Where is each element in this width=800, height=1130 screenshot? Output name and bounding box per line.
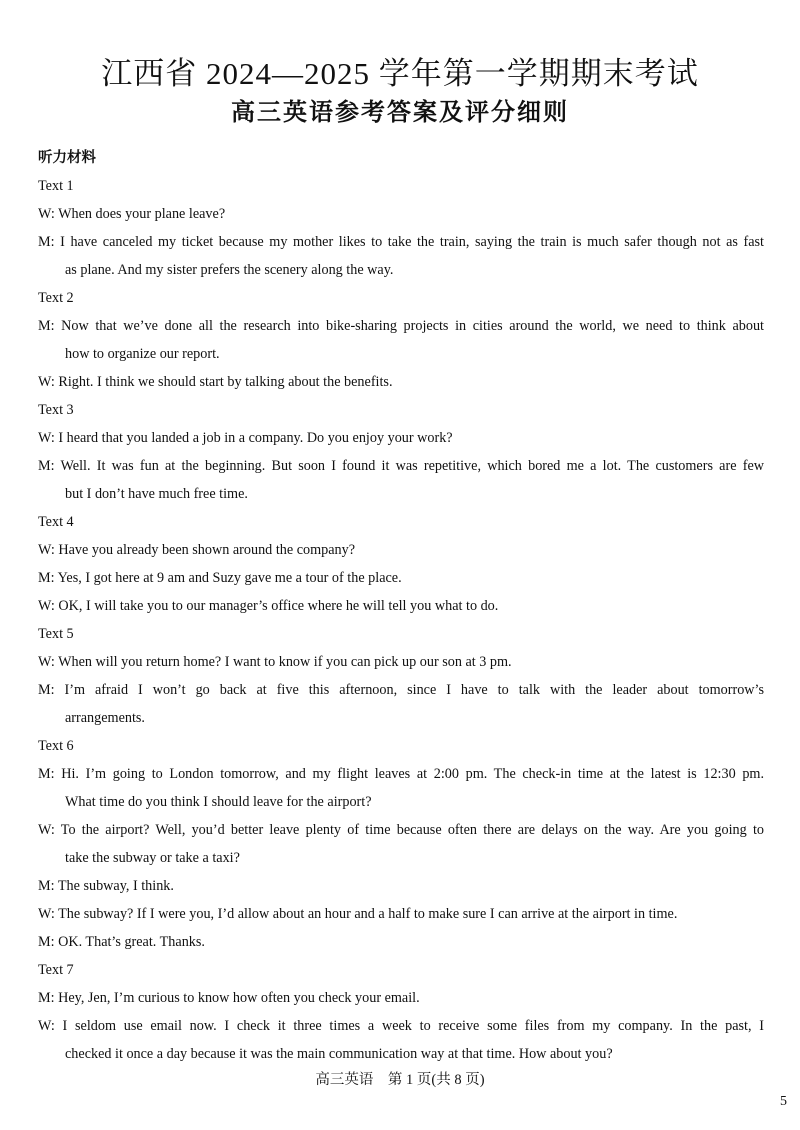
text-label: Text 1 <box>38 178 74 194</box>
dialogue-text: M: Now that we’ve done all the research into bike-sharing projects in cities around the world, we need to think about <box>38 318 764 334</box>
document-title: 江西省 2024—2025 学年第一学期期末考试 <box>101 56 699 91</box>
dialogue-line <box>38 760 764 816</box>
dialogue-line <box>38 676 764 732</box>
dialogue-line: M: Hey, Jen, I’m curious to know how often you check your email. <box>38 990 420 1006</box>
page-footer: 高三英语 第 1 页(共 8 页) <box>315 1072 485 1088</box>
text-label: Text 7 <box>38 962 74 978</box>
dialogue-line: M: The subway, I think. <box>38 878 174 894</box>
dialogue-line: W: I heard that you landed a job in a company. Do you enjoy your work? <box>38 430 453 446</box>
dialogue-text: W: I seldom use email now. I check it three times a week to receive some files from my company. In the past, I <box>38 1018 764 1034</box>
dialogue-text: M: I have canceled my ticket because my mother likes to take the train, saying the train is much safer though not as fast <box>38 234 764 250</box>
text-label: Text 3 <box>38 402 74 418</box>
page-number: 5 <box>780 1094 787 1109</box>
dialogue-line <box>38 816 764 872</box>
dialogue-text: W: To the airport? Well, you’d better leave plenty of time because often there are delays on the way. Are you going to <box>38 822 764 838</box>
section-heading: 听力材料 <box>38 150 96 166</box>
dialogue-continuation: checked it once a day because it was the main communication way at that time. How about you? <box>65 1046 613 1062</box>
text-label: Text 6 <box>38 738 74 754</box>
dialogue-text: M: I’m afraid I won’t go back at five this afternoon, since I have to talk with the leader about tomorrow’s <box>38 682 764 698</box>
text-label: Text 4 <box>38 514 74 530</box>
dialogue-line: W: Have you already been shown around the company? <box>38 542 356 558</box>
dialogue-line: W: Right. I think we should start by talking about the benefits. <box>38 374 393 390</box>
text-label: Text 2 <box>38 290 74 306</box>
dialogue-line: W: When does your plane leave? <box>38 206 226 222</box>
dialogue-line <box>38 312 764 368</box>
dialogue-continuation: as plane. And my sister prefers the scenery along the way. <box>65 262 394 278</box>
dialogue-line <box>38 228 764 284</box>
dialogue-line: M: Yes, I got here at 9 am and Suzy gave me a tour of the place. <box>38 570 402 586</box>
text-label: Text 5 <box>38 626 74 642</box>
dialogue-continuation: arrangements. <box>65 710 145 726</box>
dialogue-line: M: OK. That’s great. Thanks. <box>38 934 205 950</box>
document-subtitle: 高三英语参考答案及评分细则 <box>231 100 569 126</box>
dialogue-continuation: take the subway or take a taxi? <box>65 850 240 866</box>
dialogue-line <box>38 1012 764 1068</box>
dialogue-continuation: What time do you think I should leave for the airport? <box>65 794 372 810</box>
dialogue-continuation: but I don’t have much free time. <box>65 486 248 502</box>
dialogue-line <box>38 452 764 508</box>
dialogue-line: W: When will you return home? I want to know if you can pick up our son at 3 pm. <box>38 654 512 670</box>
dialogue-line: W: OK, I will take you to our manager’s office where he will tell you what to do. <box>38 598 499 614</box>
dialogue-continuation: how to organize our report. <box>65 346 220 362</box>
dialogue-text: M: Hi. I’m going to London tomorrow, and my flight leaves at 2:00 pm. The check-in time at the latest is 12:30 pm. <box>38 766 764 782</box>
transcript-lines <box>38 172 764 1068</box>
dialogue-text: M: Well. It was fun at the beginning. But soon I found it was repetitive, which bored me a lot. The customers are few <box>38 458 764 474</box>
dialogue-line: W: The subway? If I were you, I’d allow about an hour and a half to make sure I can arrive at the airport in time. <box>38 906 678 922</box>
listening-material <box>38 144 764 1068</box>
